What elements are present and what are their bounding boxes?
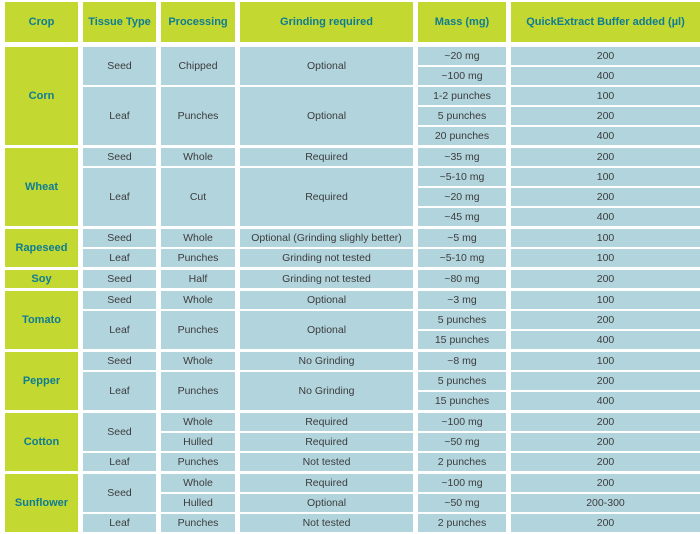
crop-cell: Corn [3,45,81,147]
mass-cell: ~100 mg [416,66,509,86]
mass-cell: ~80 mg [416,269,509,290]
table-row [3,412,700,433]
mass-cell: 20 punches [416,126,509,147]
crop-cell: Pepper [3,351,81,412]
crop-cell: Sunflower [3,473,81,534]
grinding-cell: Not tested [238,513,416,533]
processing-cell: Whole [159,473,238,494]
buffer-cell: 200 [509,106,700,126]
tissue-cell: Leaf [81,86,159,147]
column-header-processing: Processing [159,1,238,45]
tissue-cell: Seed [81,290,159,311]
grinding-cell: Optional [238,493,416,513]
buffer-cell: 400 [509,126,700,147]
mass-cell: 5 punches [416,106,509,126]
tissue-cell: Leaf [81,167,159,228]
mass-cell: ~3 mg [416,290,509,311]
mass-cell: ~35 mg [416,147,509,168]
mass-cell: ~5-10 mg [416,248,509,269]
crop-cell: Wheat [3,147,81,228]
grinding-cell: Required [238,473,416,494]
buffer-cell: 200 [509,432,700,452]
grinding-cell: Required [238,147,416,168]
buffer-cell: 200 [509,473,700,494]
table-row [3,228,700,249]
table-row [3,310,700,330]
buffer-cell: 200 [509,371,700,391]
crop-cell: Tomato [3,290,81,351]
mass-cell: 2 punches [416,513,509,533]
table-row [3,147,700,168]
grinding-cell: Not tested [238,452,416,473]
mass-cell: 15 punches [416,330,509,351]
mass-cell: ~8 mg [416,351,509,372]
table-row [3,45,700,67]
processing-cell: Whole [159,351,238,372]
buffer-cell: 200-300 [509,493,700,513]
tissue-cell: Leaf [81,371,159,412]
grinding-cell: No Grinding [238,371,416,412]
buffer-cell: 200 [509,452,700,473]
mass-cell: ~50 mg [416,432,509,452]
processing-cell: Hulled [159,432,238,452]
tissue-cell: Leaf [81,310,159,351]
grinding-cell: Required [238,432,416,452]
processing-cell: Whole [159,147,238,168]
mass-cell: ~5-10 mg [416,167,509,187]
crop-cell: Rapeseed [3,228,81,269]
processing-cell: Hulled [159,493,238,513]
column-header-grinding-required: Grinding required [238,1,416,45]
grinding-cell: Optional [238,290,416,311]
grinding-cell: Optional (Grinding slighly better) [238,228,416,249]
table-row [3,513,700,533]
mass-cell: ~45 mg [416,207,509,228]
mass-cell: ~100 mg [416,412,509,433]
column-header-crop: Crop [3,1,81,45]
processing-cell: Punches [159,86,238,147]
column-header-tissue-type: Tissue Type [81,1,159,45]
buffer-cell: 200 [509,187,700,207]
mass-cell: 2 punches [416,452,509,473]
table-row [3,167,700,187]
processing-cell: Whole [159,228,238,249]
mass-cell: ~100 mg [416,473,509,494]
buffer-cell: 400 [509,330,700,351]
table-row [3,290,700,311]
processing-cell: Cut [159,167,238,228]
table-row [3,269,700,290]
mass-cell: ~20 mg [416,187,509,207]
buffer-cell: 100 [509,167,700,187]
processing-cell: Whole [159,290,238,311]
tissue-cell: Leaf [81,452,159,473]
mass-cell: ~5 mg [416,228,509,249]
tissue-cell: Seed [81,45,159,87]
grinding-cell: Optional [238,310,416,351]
crop-cell: Soy [3,269,81,290]
processing-cell: Punches [159,248,238,269]
tissue-cell: Seed [81,228,159,249]
grinding-cell: Grinding not tested [238,269,416,290]
buffer-cell: 200 [509,147,700,168]
table-header-row [3,1,700,45]
column-header-mass-mg: Mass (mg) [416,1,509,45]
mass-cell: 1-2 punches [416,86,509,106]
buffer-cell: 400 [509,207,700,228]
buffer-cell: 200 [509,310,700,330]
crop-cell: Cotton [3,412,81,473]
processing-cell: Punches [159,371,238,412]
buffer-cell: 400 [509,66,700,86]
mass-cell: 15 punches [416,391,509,412]
mass-cell: 5 punches [416,371,509,391]
buffer-cell: 200 [509,412,700,433]
table-row [3,86,700,106]
buffer-cell: 200 [509,513,700,533]
processing-cell: Punches [159,452,238,473]
table-row [3,371,700,391]
mass-cell: ~50 mg [416,493,509,513]
tissue-cell: Leaf [81,513,159,533]
table-row [3,452,700,473]
processing-cell: Punches [159,513,238,533]
buffer-cell: 100 [509,290,700,311]
grinding-cell: Required [238,167,416,228]
buffer-cell: 100 [509,86,700,106]
buffer-cell: 100 [509,248,700,269]
mass-cell: 5 punches [416,310,509,330]
processing-cell: Half [159,269,238,290]
buffer-cell: 200 [509,269,700,290]
grinding-cell: Grinding not tested [238,248,416,269]
processing-cell: Whole [159,412,238,433]
table-row [3,351,700,372]
grinding-cell: Optional [238,45,416,87]
mass-cell: ~20 mg [416,45,509,67]
grinding-cell: No Grinding [238,351,416,372]
table-row [3,473,700,494]
processing-cell: Punches [159,310,238,351]
tissue-cell: Seed [81,147,159,168]
tissue-cell: Leaf [81,248,159,269]
grinding-cell: Required [238,412,416,433]
processing-cell: Chipped [159,45,238,87]
tissue-cell: Seed [81,473,159,514]
table-row [3,248,700,269]
buffer-cell: 100 [509,351,700,372]
column-header-quickextract-buffer-added-l: QuickExtract Buffer added (µl) [509,1,700,45]
buffer-cell: 100 [509,228,700,249]
tissue-cell: Seed [81,269,159,290]
tissue-cell: Seed [81,351,159,372]
buffer-cell: 200 [509,45,700,67]
grinding-cell: Optional [238,86,416,147]
buffer-cell: 400 [509,391,700,412]
tissue-cell: Seed [81,412,159,453]
